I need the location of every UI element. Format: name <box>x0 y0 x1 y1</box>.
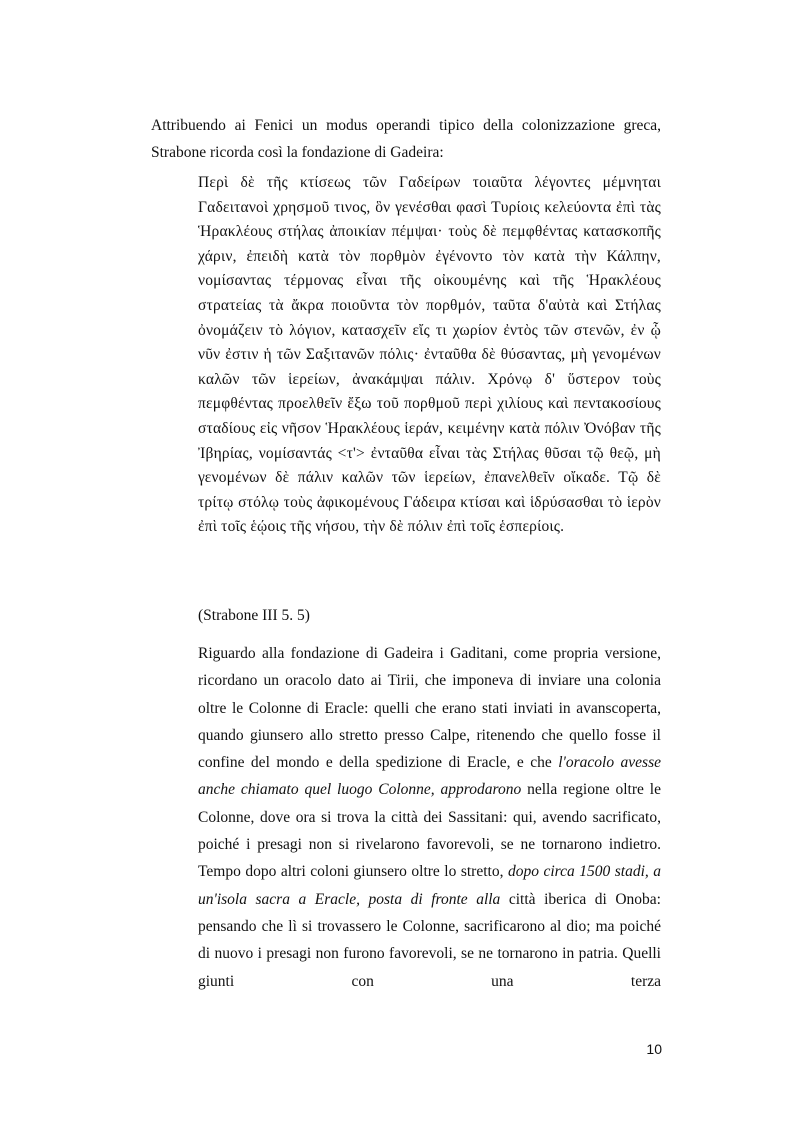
translation-paragraph <box>198 640 661 995</box>
translation-text-1: Riguardo alla fondazione di Gadeira i Gaditani, come propria versione, ricordano un oracolo dato ai Tirii, che imponeva di inviare una colonia oltre le Colonne di Eracle: quelli che erano stati inviati in avanscoperta, quando giunsero allo stretto presso Calpe, ritenendo che quello fosse il confine del mondo e della spedizione di Eracle, e che <box>198 645 661 772</box>
page-number: 10 <box>646 1041 662 1057</box>
translation-text-3: città iberica di Onoba: pensando che lì si trovassero le Colonne, sacrificarono al dio; ma poiché di nuovo i presagi non furono favorevoli, se ne tornarono in patria. Quelli giunti con una terza <box>198 890 661 990</box>
translation-italic-1: l'oracolo avesse anche chiamato quel luogo Colonne, approdarono <box>198 754 662 799</box>
intro-paragraph: Attribuendo ai Fenici un modus operandi tipico della colonizzazione greca, Strabone ricorda così la fondazione di Gadeira: <box>151 117 661 161</box>
greek-quotation: Περὶ δὲ τῆς κτίσεως τῶν Γαδείρων τοιαῦτα λέγοντες μέμνηται Γαδειτανοὶ χρησμοῦ τινος, ὃν γενέσθαι φασὶ Τυρίοις κελεύοντα ἐπὶ τὰς Ἡρακλέους στήλας ἀποικίαν πέμψαι· τοὺς δὲ πεμφθέντας κατασκοπῆς χάριν, ἐπειδὴ κατὰ τὸν πορθμὸν ἐγένοντο τὸν κατὰ τὴν Κάλπην, νομίσαντας τέρμονας εἶναι τῆς οἰκουμένης καὶ τῆς Ἡρακλέους στρατείας τὰ ἄκρα ποιοῦντα τὸν πορθμόν, ταῦτα δ'αὐτὰ καὶ Στήλας ὀνομάζειν τὸ λόγιον, κατασχεῖν εἴς τι χωρίον ἐντὸς τῶν στενῶν, ἐν ᾧ νῦν ἐστιν ἡ τῶν Σαξιτανῶν πόλις· ἐνταῦθα δὲ θύσαντας, μὴ γενομένων καλῶν τῶν ἱερείων, ἀνακάμψαι πάλιν. Χρόνῳ δ' ὕστερον τοὺς πεμφθέντας προελθεῖν ἔξω τοῦ πορθμοῦ περὶ χιλίους καὶ πεντακοσίους σταδίους εἰς νῆσον Ἡρακλέους ἱεράν, κειμένην κατὰ πόλιν Ὀνόβαν τῆς Ἰβηρίας, νομίσαντάς <τ'> ἐνταῦθα εἶναι τὰς Στήλας θῦσαι τῷ θεῷ, μὴ γενομένων δὲ πάλιν καλῶν τῶν ἱερείων, ἐπανελθεῖν οἴκαδε. Τῷ δὲ τρίτῳ στόλῳ τοὺς ἀφικομένους Γάδειρα κτίσαι καὶ ἱδρύσασθαι τὸ ἱερὸν ἐπὶ τοῖς ἑῴοις τῆς νήσου, τὴν δὲ πόλιν ἐπὶ τοῖς ἑσπερίοις. <box>198 174 661 536</box>
translation-italic-2: dopo circa 1500 stadi, a un'isola sacra a Eracle, posta di fronte alla <box>198 863 662 908</box>
quotation-citation: (Strabone III 5. 5) <box>198 607 310 624</box>
translation-text-2: nella regione oltre le Colonne, dove ora si trova la città dei Sassitani: qui, avendo sacrificato, poiché i presagi non si rivelarono favorevoli, se ne tornarono indietro. Tempo dopo altri coloni giunsero oltre lo stretto, <box>198 781 661 881</box>
